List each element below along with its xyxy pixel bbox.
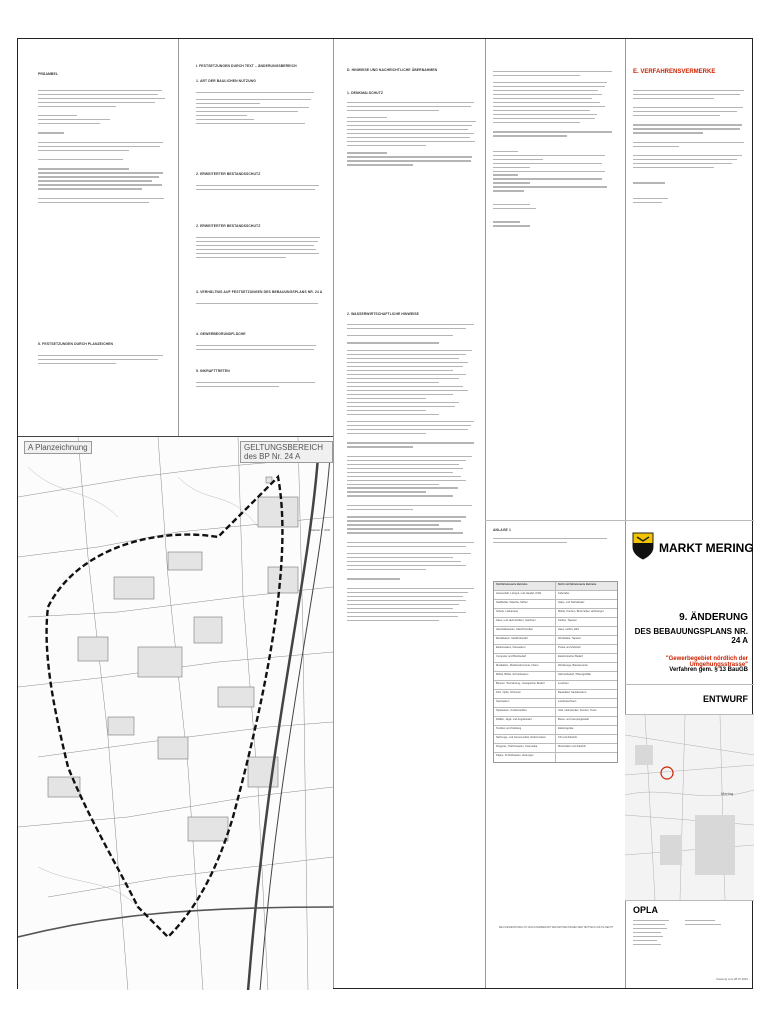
table-cell: Preise und Zubehör <box>555 645 617 653</box>
festsetzungen-heading: I. FESTSETZUNGEN DURCH TEXT – ÄNDERUNGSBEREICH <box>196 64 297 68</box>
table-cell: Bauartikel, Sanitärwaren <box>555 690 617 698</box>
table-cell: Elektrogeräte <box>555 726 617 734</box>
wasser-text <box>347 321 479 624</box>
opla-address <box>633 917 673 947</box>
table-cell: Motorräder und Zubehör <box>555 744 617 752</box>
table-cell: Elektrowaren, Kleinwaren <box>496 646 526 649</box>
coat-of-arms-icon <box>631 531 655 561</box>
table-cell: Computer und Bürobedarf <box>496 655 526 658</box>
table-row <box>494 699 617 708</box>
table-row <box>494 654 617 663</box>
table-cell: Boots- und Campingbedarf <box>555 717 617 725</box>
table-cell: Kfz und Zubehör <box>555 735 617 743</box>
table-cell: Waffen, Jagd- und Angelbedarf <box>496 718 532 721</box>
table-cell: Möbel, Küchen, Büromöbel, Hofzwinger <box>555 609 617 617</box>
col4-top-text <box>493 68 617 229</box>
table-row <box>494 636 617 645</box>
table-row <box>494 726 617 735</box>
anlage-intro <box>493 535 617 546</box>
geltungsbereich-label: GELTUNGSBEREICH des BP Nr. 24 A <box>240 441 333 463</box>
title-block-divider <box>625 520 754 521</box>
table-cell: Haus, Hobby, Elitz <box>555 627 617 635</box>
table-header-cell: Störfallrelevante Betriebe <box>496 583 528 586</box>
markt-title: MARKT MERING <box>659 541 754 555</box>
title-divider <box>625 684 754 685</box>
table-row <box>494 717 617 726</box>
inkrafttreten-text <box>196 379 324 390</box>
table-cell <box>555 753 617 762</box>
procedure-label: Verfahren gem. § 13 BauGB <box>669 667 748 673</box>
entwurf-label: ENTWURF <box>703 694 748 704</box>
denkmalschutz-text <box>347 99 479 168</box>
table-cell: Schule, Lackiererei <box>496 610 519 613</box>
table-cell: Gärtnerbedarf, Pflanzgefäße <box>555 672 617 680</box>
table-cell: Gaby- und Nichtabsatz <box>555 600 617 608</box>
table-row <box>494 645 617 654</box>
table-header-cell: Nicht störfallrelevante Betriebe <box>555 582 617 590</box>
table-cell: Metallwaren, Medizinbedarf <box>496 637 528 640</box>
verhaeltnis-text <box>196 234 324 261</box>
table-row <box>494 735 617 744</box>
table-cell: Landmaschinen <box>555 699 617 707</box>
opla-logo: OPLA <box>633 905 659 915</box>
table-cell: Haus- und Heimtextilien, Gardinen <box>496 619 536 622</box>
table-row <box>494 663 617 672</box>
column-verfahrensvermerke <box>625 39 754 988</box>
table-cell: Haushaltswaren, Glas/Porzellan <box>496 628 533 631</box>
verfahren-heading: E. VERFAHRENSVERMERKE <box>633 69 716 75</box>
table-row <box>494 591 617 600</box>
opla-divider <box>625 900 754 901</box>
table-cell: Möbel, Bilder, Schreibwaren <box>496 673 529 676</box>
anlage-divider <box>485 520 625 521</box>
svg-text:Mering: Mering <box>721 791 734 796</box>
table-cell: Pelz, Optik, Schmuck <box>496 691 521 694</box>
table-header-row <box>494 582 617 591</box>
table-row <box>494 672 617 681</box>
table-row <box>494 753 617 762</box>
table-cell: Elektronischer Bedarf <box>555 654 617 662</box>
betriebe-table <box>493 581 618 763</box>
planzeichen-text <box>38 352 168 367</box>
gewerbegrund-heading: 4. GEWERBEGRUNDFLÄCHE <box>196 332 246 336</box>
table-row <box>494 744 617 753</box>
table-row <box>494 609 617 618</box>
plan-title-1: 9. ÄNDERUNG <box>679 612 748 623</box>
plan-sheet <box>17 38 753 989</box>
table-cell: Farben, Tapeten <box>555 618 617 626</box>
table-cell: Textilien und Kleidung <box>496 727 522 730</box>
table-cell: Werkstätte, Tapeten <box>555 636 617 644</box>
praambel-text <box>38 87 168 206</box>
table-cell: Fahrräder <box>555 591 617 599</box>
table-row <box>494 681 617 690</box>
table-cell: Werkzeuge, Bauelemente <box>555 663 617 671</box>
footer-note: DIE PLANZEICHNUNG IST NUR ZUSAMMEN MIT DEN FESTSETZUNGEN DER TEXTTEILS GÜLTIG RECHT <box>498 927 614 929</box>
table-row <box>494 708 617 717</box>
praambel-heading: PRÄAMBEL <box>38 72 59 76</box>
table-row <box>494 627 617 636</box>
table-row <box>494 618 617 627</box>
art-nutzung-text <box>196 89 324 127</box>
verhaeltnis-heading-1: 2. ERWEITERTER BESTANDSSCHUTZ <box>196 224 261 228</box>
table-cell: Nahrungs- und Genussmittel, Reformwaren <box>496 736 547 739</box>
table-cell: Blumen, Tiernahrung, zoologischer Bedarf <box>496 682 545 685</box>
bestandsschutz-heading: 2. ERWEITERTER BESTANDSSCHUTZ <box>196 172 261 176</box>
column-anlage <box>485 39 625 988</box>
table-cell: Holz, Heimwerker, Fenster, Türen <box>555 708 617 716</box>
table-row <box>494 600 617 609</box>
denkmalschutz-heading: 1. DENKMALSCHUTZ <box>347 91 384 95</box>
hinweise-heading: D. HINWEISE UND NACHRICHTLICHE ÜBERNAHMEN <box>347 68 438 72</box>
planzeichnung-map[interactable] <box>18 436 333 990</box>
table-cell: Drogerie-, Parfümwaren, Kosmetika <box>496 745 538 748</box>
plan-subtitle: "Gewerbegebiet nördlich der Umgehungsstrasse" <box>665 656 748 668</box>
table-cell: Autoverleih, Lehrgut, und Handel, Kfzbl. <box>496 592 542 595</box>
table-cell: Musikalien, Musikinstrumente, Noten <box>496 664 539 667</box>
planzeichen-heading: II. FESTSETZUNGEN DURCH PLANZEICHEN <box>38 342 114 346</box>
verhaeltnis-heading: 3. VERHÄLTNIS AUF FESTSETZUNGEN DES BEBAUUNGSPLANS NR. 24 A <box>196 290 323 294</box>
wasser-heading: 2. WASSERWIRTSCHAFTLICHE HINWEISE <box>347 312 419 316</box>
gewerbegrund-text <box>196 342 324 353</box>
map-title: A Planzeichnung <box>24 441 92 454</box>
table-row <box>494 690 617 699</box>
signature-block <box>685 917 745 928</box>
inkrafttreten-heading: 5. INKRAFTTRETEN <box>196 369 230 373</box>
anlage-heading: ANLAGE 1 <box>493 528 511 532</box>
verhaeltnis-text-2 <box>196 300 324 307</box>
art-nutzung-heading: 1. ART DER BAULICHEN NUTZUNG <box>196 79 256 83</box>
bestandsschutz-text <box>196 182 324 193</box>
overview-map <box>625 715 754 900</box>
column-hinweise <box>333 39 485 988</box>
table-cell: Spielwaren, Outdoorartikel <box>496 709 527 712</box>
table-cell: Sportwaren <box>496 700 510 703</box>
table-cell: Papier, Schreibwaren, Zeitungen <box>496 754 534 757</box>
fassung-date: Fassung vom 28.07.2021 <box>716 977 748 981</box>
map-drawing <box>18 437 333 990</box>
table-cell: Leuchten <box>555 681 617 689</box>
plan-title-2: DES BEBAUUNGSPLANS NR. 24 A <box>634 627 748 645</box>
map-scale-note: Maßstab 1 : 2000 <box>309 529 330 532</box>
table-body <box>494 591 617 762</box>
table-cell: Stadtkeller, Wäsche, Möbel <box>496 601 528 604</box>
verfahren-text <box>633 87 749 206</box>
